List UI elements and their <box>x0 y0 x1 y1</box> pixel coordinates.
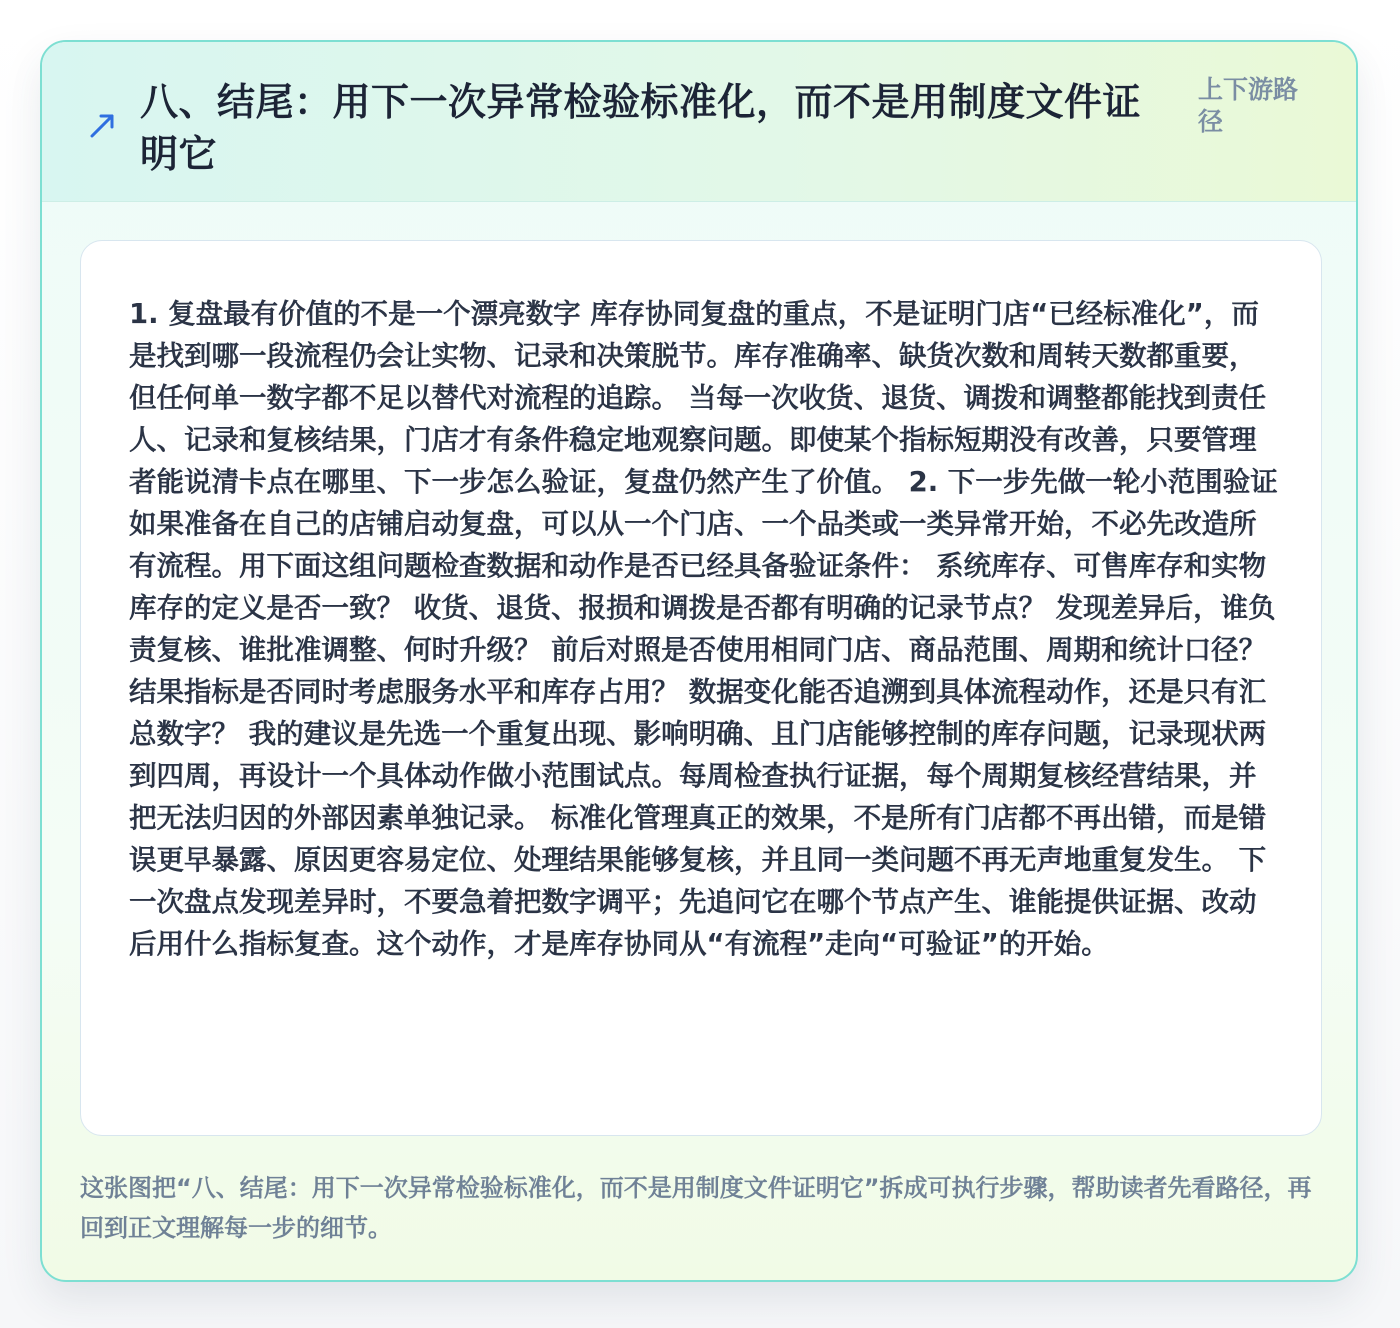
section-title: 八、结尾：用下一次异常检验标准化，而不是用制度文件证明它 <box>140 80 1142 176</box>
figure-caption: 这张图把“八、结尾：用下一次异常检验标准化，而不是用制度文件证明它”拆成可执行步骤，帮助读者先看路径，再回到正文理解每一步的细节。 <box>80 1174 1312 1242</box>
body-text: 1. 复盘最有价值的不是一个漂亮数字 库存协同复盘的重点，不是证明门店“已经标准化”，而是找到哪一段流程仍会让实物、记录和决策脱节。库存准确率、缺货次数和周转天数都重要，但任何单一数字都不足以替代对流程的追踪。 当每一次收货、退货、调拨和调整都能找到责任人、记录和复核结果，门店才有条件稳定地观察问题。即使某个指标短期没有改善，只要管理者能说清卡点在哪里、下一步怎么验证，复盘仍然产生了价值。 2. 下一步先做一轮小范围验证 如果准备在自己的店铺启动复盘，可以从一个门店、一个品类或一类异常开始，不必先改造所有流程。用下面这组问题检查数据和动作是否已经具备验证条件： 系统库存、可售库存和实物库存的定义是否一致？ 收货、退货、报损和调拨是否都有明确的记录节点？ 发现差异后，谁负责复核、谁批准调整、何时升级？ 前后对照是否使用相同门店、商品范围、周期和统计口径？ 结果指标是否同时考虑服务水平和库存占用？ 数据变化能否追溯到具体流程动作，还是只有汇总数字？ 我的建议是先选一个重复出现、影响明确、且门店能够控制的库存问题，记录现状两到四周，再设计一个具体动作做小范围试点。每周检查执行证据，每个周期复核经营结果，并把无法归因的外部因素单独记录。 标准化管理真正的效果，不是所有门店都不再出错，而是错误更早暴露、原因更容易定位、处理结果能够复核，并且同一类问题不再无声地重复发生。 下一次盘点发现差异时，不要急着把数字调平；先追问它在哪个节点产生、谁能提供证据、改动后用什么指标复查。这个动作，才是库存协同从“有流程”走向“可验证”的开始。 <box>129 298 1278 960</box>
content-panel <box>80 240 1322 1136</box>
card-header <box>42 42 1356 202</box>
article-card <box>40 40 1358 1282</box>
arrow-up-right-icon <box>86 108 120 142</box>
path-tag: 上下游路径 <box>1198 75 1299 136</box>
